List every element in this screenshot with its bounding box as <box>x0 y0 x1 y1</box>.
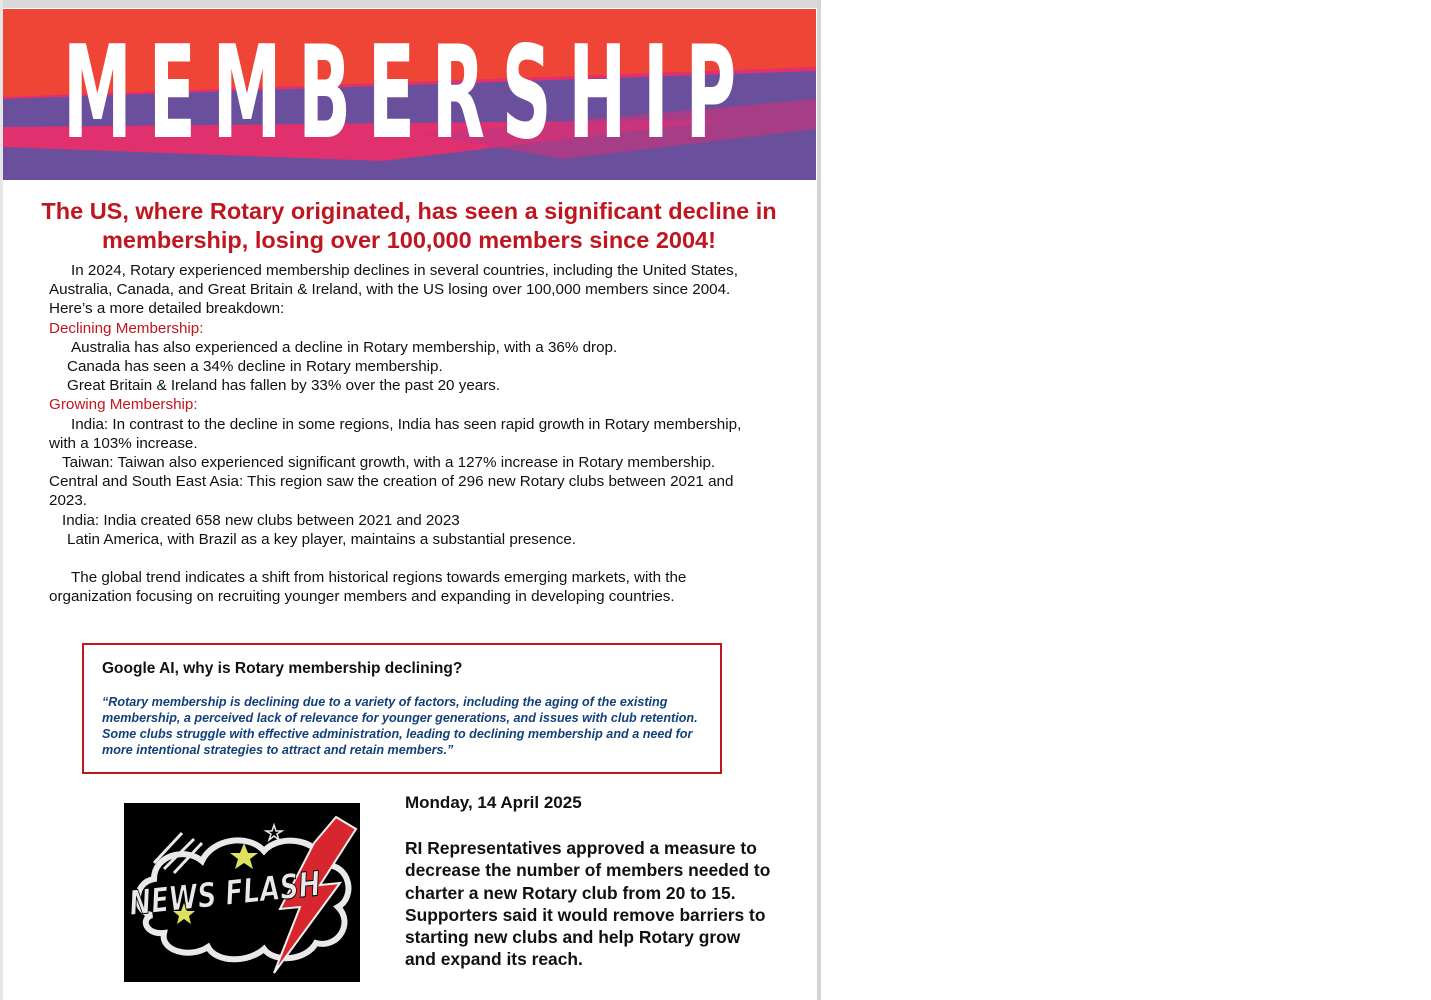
callout-quote: “Rotary membership is declining due to a variety of factors, including the aging of the existing membership, a perceived lack of relevance for younger generations, and issues with club retention. Some clubs struggle with effective administration, leading to declining membership and a need for more intentional strategies to attract and retain members.” <box>102 695 698 757</box>
page-headline: The US, where Rotary originated, has seen a significant decline in membership, losing over 100,000 members since 2004! <box>41 198 777 253</box>
intro-paragraph: In 2024, Rotary experienced membership declines in several countries, including the United States, Australia, Canada, and Great Britain & Ireland, with the US losing over 100,000 members since 2004. <box>49 262 738 299</box>
banner-graphic <box>3 9 816 180</box>
callout-title: Google AI, why is Rotary membership declining? <box>102 660 463 677</box>
paragraph-gap <box>49 549 761 568</box>
breakdown-lead: Here’s a more detailed breakdown: <box>49 300 285 318</box>
growing-item: Central and South East Asia: This region saw the creation of 296 new Rotary clubs between 2021 and 2023. <box>49 473 734 510</box>
page-edge-divider <box>817 0 821 1000</box>
growing-item: Taiwan: Taiwan also experienced significant growth, with a 127% increase in Rotary membership. <box>62 454 716 472</box>
declining-item: Australia has also experienced a decline in Rotary membership, with a 36% drop. <box>71 338 618 356</box>
news-flash-image <box>124 803 380 982</box>
news-flash-lettering: NEWS FLASH <box>127 858 380 924</box>
declining-item: Great Britain & Ireland has fallen by 33% over the past 20 years. <box>67 377 501 395</box>
declining-heading: Declining Membership: <box>49 319 204 337</box>
growing-item: Latin America, with Brazil as a key player, maintains a substantial presence. <box>67 530 577 548</box>
article-body <box>49 261 761 607</box>
top-edge <box>0 0 820 8</box>
growing-item: India: In contrast to the decline in some regions, India has seen rapid growth in Rotary membership, with a 103% increase. <box>49 415 742 452</box>
growing-heading: Growing Membership: <box>49 396 198 414</box>
membership-banner <box>3 9 816 180</box>
news-flash-graphic <box>124 803 380 982</box>
growing-item: India: India created 658 new clubs between 2021 and 2023 <box>62 511 460 529</box>
google-ai-callout <box>82 643 722 774</box>
declining-item: Canada has seen a 34% decline in Rotary membership. <box>67 358 443 376</box>
conclusion-paragraph: The global trend indicates a shift from historical regions towards emerging markets, with the organization focusing on recruiting younger members and expanding in developing countries. <box>49 569 687 606</box>
news-body: RI Representatives approved a measure to decrease the number of members needed to charter a new Rotary club from 20 to 15. Supporters said it would remove barriers to starting new clubs and help Rotary grow and expand its reach. <box>405 838 771 970</box>
news-date: Monday, 14 April 2025 <box>405 793 582 812</box>
banner-title: MEMBERSHIP <box>63 19 753 168</box>
